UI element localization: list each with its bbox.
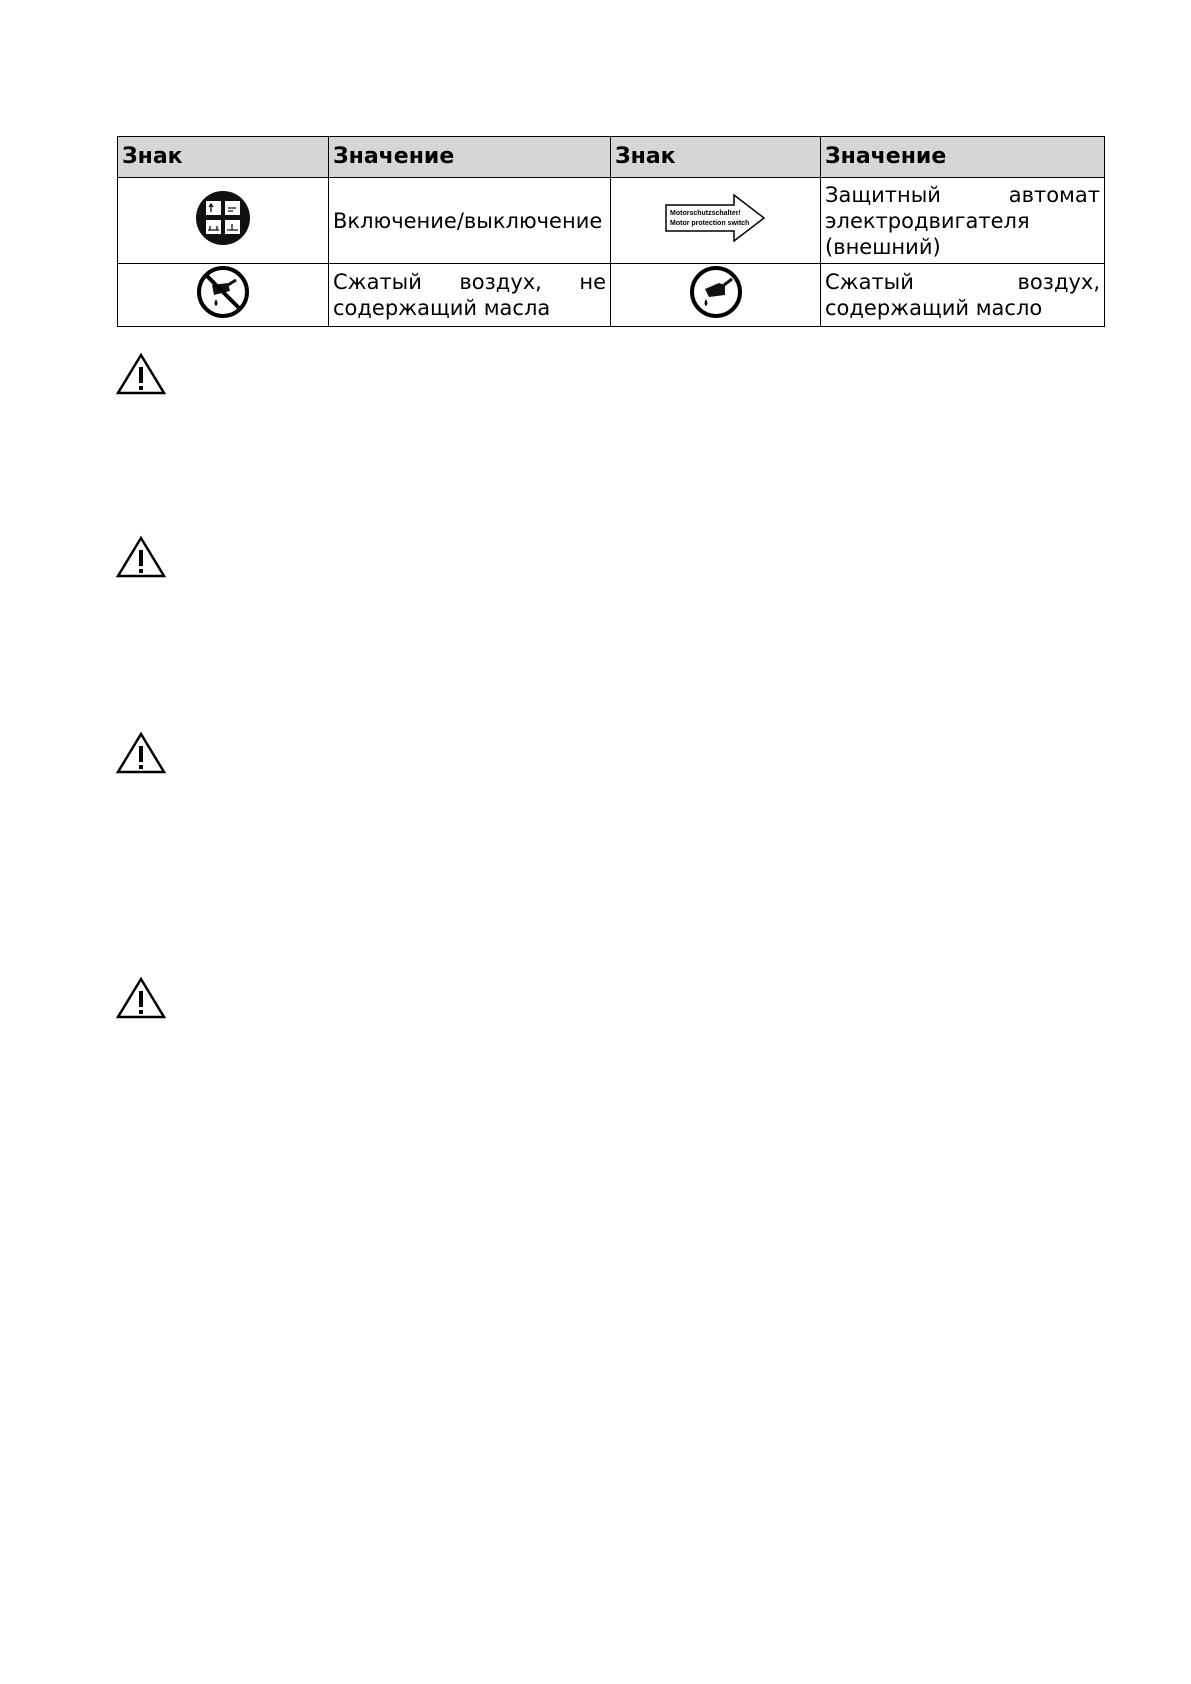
sign-cell [118, 178, 329, 264]
warning-triangle-icon [115, 731, 167, 775]
motor-switch-label-1: Motorschutzschalter/ [669, 209, 740, 217]
motor-protection-switch-arrow-icon [664, 193, 768, 243]
table-row [118, 264, 1105, 327]
sign-cell [118, 264, 329, 327]
meaning-cell: Сжатый воздух, не содержащий масла [329, 264, 611, 327]
oil-free-compressed-air-icon [196, 265, 250, 319]
on-off-symbol-icon [195, 190, 251, 246]
header-sign-1: Знак [118, 137, 329, 178]
header-meaning-2: Значение [821, 137, 1105, 178]
oiled-compressed-air-icon [689, 265, 743, 319]
warning-triangle-icon [115, 535, 167, 579]
warning-triangle-icon [115, 352, 167, 396]
warning-triangle-icon [115, 976, 167, 1020]
table-row [118, 178, 1105, 264]
motor-switch-label-2: Motor protection switch [669, 219, 749, 227]
sign-cell [611, 178, 821, 264]
header-sign-2: Знак [611, 137, 821, 178]
meaning-cell: Защитный автомат электродвигателя (внешний) [821, 178, 1105, 264]
sign-cell [611, 264, 821, 327]
meaning-cell: Включение/выключение [329, 178, 611, 264]
symbols-table [117, 136, 1105, 327]
meaning-cell: Сжатый воздух, содержащий масло [821, 264, 1105, 327]
table-header-row [118, 137, 1105, 178]
header-meaning-1: Значение [329, 137, 611, 178]
